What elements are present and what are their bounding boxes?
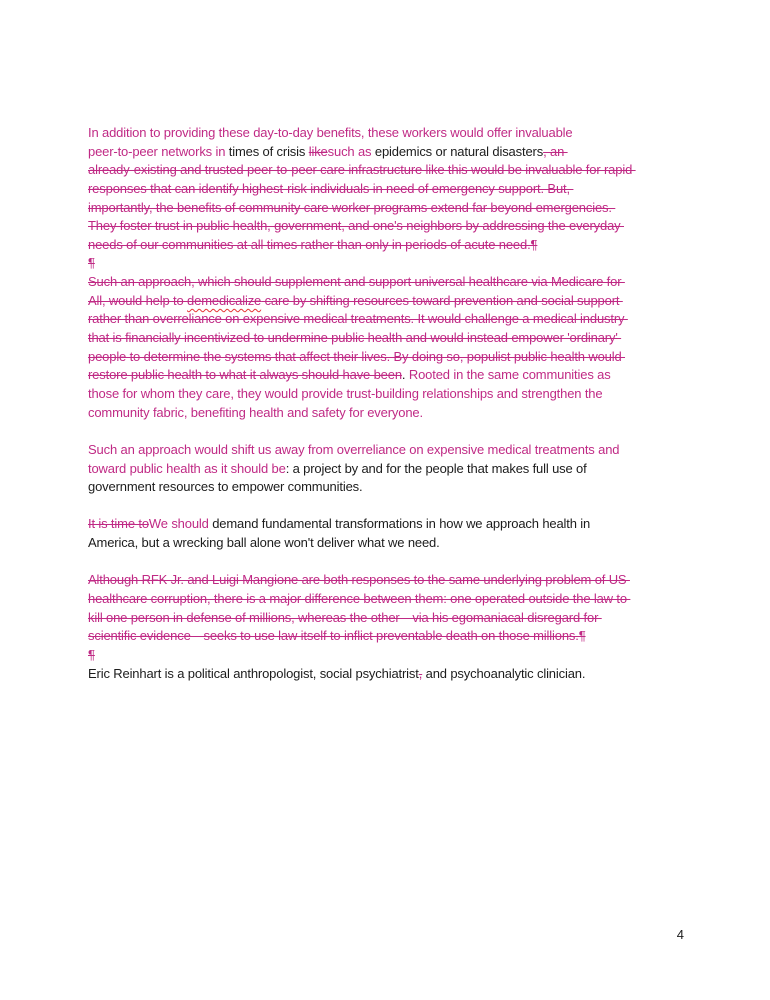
text-run: . (401, 367, 409, 383)
text-line (88, 199, 688, 218)
text-line (88, 646, 688, 665)
text-line (88, 310, 688, 329)
inserted-text-run: community fabric, benefiting health and safety for everyone. (88, 404, 423, 420)
deleted-text-run: rather than overreliance on expensive medical treatments. It would challenge a medical industry (88, 311, 628, 327)
text-line (88, 273, 688, 292)
deleted-text-run: , (418, 665, 423, 681)
text-run: and psychoanalytic clinician. (422, 665, 586, 681)
deleted-text-run: restore public health to what it always should have been (88, 367, 402, 383)
deleted-text-run: kill one person in defense of millions, whereas the other—via his egomaniacal disregard for (88, 609, 602, 625)
deleted-text-run (187, 293, 261, 308)
text-run: epidemics or natural disasters (374, 143, 544, 159)
deleted-text-run: ¶ (88, 255, 95, 271)
text-line (88, 385, 688, 404)
text-line (88, 236, 688, 255)
document-body[interactable] (88, 124, 688, 683)
inserted-text-run: We should (148, 516, 213, 532)
paragraph (88, 665, 688, 684)
deleted-text-run: needs of our communities at all times rather than only in periods of acute need.¶ (88, 236, 538, 252)
deleted-text-run: care by shifting resources toward prevention and social support (261, 292, 623, 308)
paragraph (88, 497, 688, 516)
text-run: America, but a wrecking ball alone won't deliver what we need. (88, 535, 440, 551)
text-line (88, 627, 688, 646)
text-line (88, 348, 688, 367)
deleted-text-run: like (308, 143, 328, 159)
paragraph (88, 422, 688, 441)
inserted-text-run: those for whom they care, they would provide trust-building relationships and strengthen the (88, 385, 603, 401)
paragraph (88, 441, 688, 497)
deleted-text-run: people to determine the systems that affect their lives. By doing so, populist public health would (88, 348, 626, 364)
text-line (88, 478, 688, 497)
deleted-text-run: Although RFK Jr. and Luigi Mangione are both responses to the same underlying problem of US (88, 572, 630, 588)
text-run: government resources to empower communities. (88, 479, 363, 495)
deleted-text-run: importantly, the benefits of community care worker programs extend far beyond emergencies. (88, 199, 616, 215)
blank-line (88, 553, 688, 572)
text-line (88, 254, 688, 273)
text-line (88, 161, 688, 180)
deleted-text-run: , an (543, 143, 568, 159)
paragraph (88, 515, 688, 552)
text-line (88, 180, 688, 199)
deleted-text-run: All, would help to (88, 292, 188, 308)
text-line (88, 292, 688, 311)
paragraph (88, 124, 688, 254)
deleted-text-run: healthcare corruption, there is a major difference between them: one operated outside the law to (88, 591, 631, 607)
text-line (88, 515, 688, 534)
text-line (88, 404, 688, 423)
deleted-text-run: It is time to (88, 516, 149, 532)
inserted-text-run: Rooted in the same communities as (408, 367, 611, 383)
text-run: demand fundamental transformations in how we approach health in (212, 516, 591, 532)
deleted-text-run: scientific evidence—seeks to use law itself to inflict preventable death on those millions.¶ (88, 628, 586, 644)
deleted-text-run: They foster trust in public health, government, and one's neighbors by addressing the everyday (88, 218, 624, 234)
inserted-text-run: Such an approach would shift us away from overreliance on expensive medical treatments and (88, 441, 620, 457)
text-line (88, 143, 688, 162)
blank-line (88, 497, 688, 516)
inserted-text-run: toward public health as it should be (88, 460, 286, 476)
text-line (88, 124, 688, 143)
text-line (88, 665, 688, 684)
paragraph (88, 273, 688, 422)
inserted-text-run: peer-to-peer networks in (88, 143, 229, 159)
text-line (88, 609, 688, 628)
text-line (88, 441, 688, 460)
page-number: 4 (676, 927, 684, 942)
text-run: times of crisis (228, 143, 309, 159)
paragraph (88, 646, 688, 665)
paragraph (88, 571, 688, 646)
deleted-text-run: that is financially incentivized to undermine public health and would instead empower 'ordinary' (88, 330, 622, 346)
deleted-text-run: responses that can identify highest-risk individuals in need of emergency support. But, (88, 180, 574, 196)
text-line (88, 534, 688, 553)
deleted-text-run: Such an approach, which should supplement and support universal healthcare via Medicare for (88, 274, 625, 290)
deleted-text-run: ¶ (88, 646, 95, 662)
text-line (88, 571, 688, 590)
text-line (88, 590, 688, 609)
text-run: : a project by and for the people that makes full use of (285, 460, 587, 476)
text-line (88, 217, 688, 236)
text-line (88, 329, 688, 348)
inserted-text-run: In addition to providing these day-to-day benefits, these workers would offer invaluable (88, 125, 573, 140)
deleted-text-run: already-existing and trusted peer-to-peer care infrastructure like this would be invaluable for rapid (88, 162, 636, 178)
paragraph (88, 553, 688, 572)
text-line (88, 460, 688, 479)
text-run: Eric Reinhart is a political anthropologist, social psychiatrist (88, 665, 419, 681)
text-line (88, 366, 688, 385)
inserted-text-run: such as (327, 143, 375, 159)
paragraph (88, 254, 688, 273)
blank-line (88, 422, 688, 441)
spellcheck-squiggle: demedicalize (187, 292, 262, 308)
